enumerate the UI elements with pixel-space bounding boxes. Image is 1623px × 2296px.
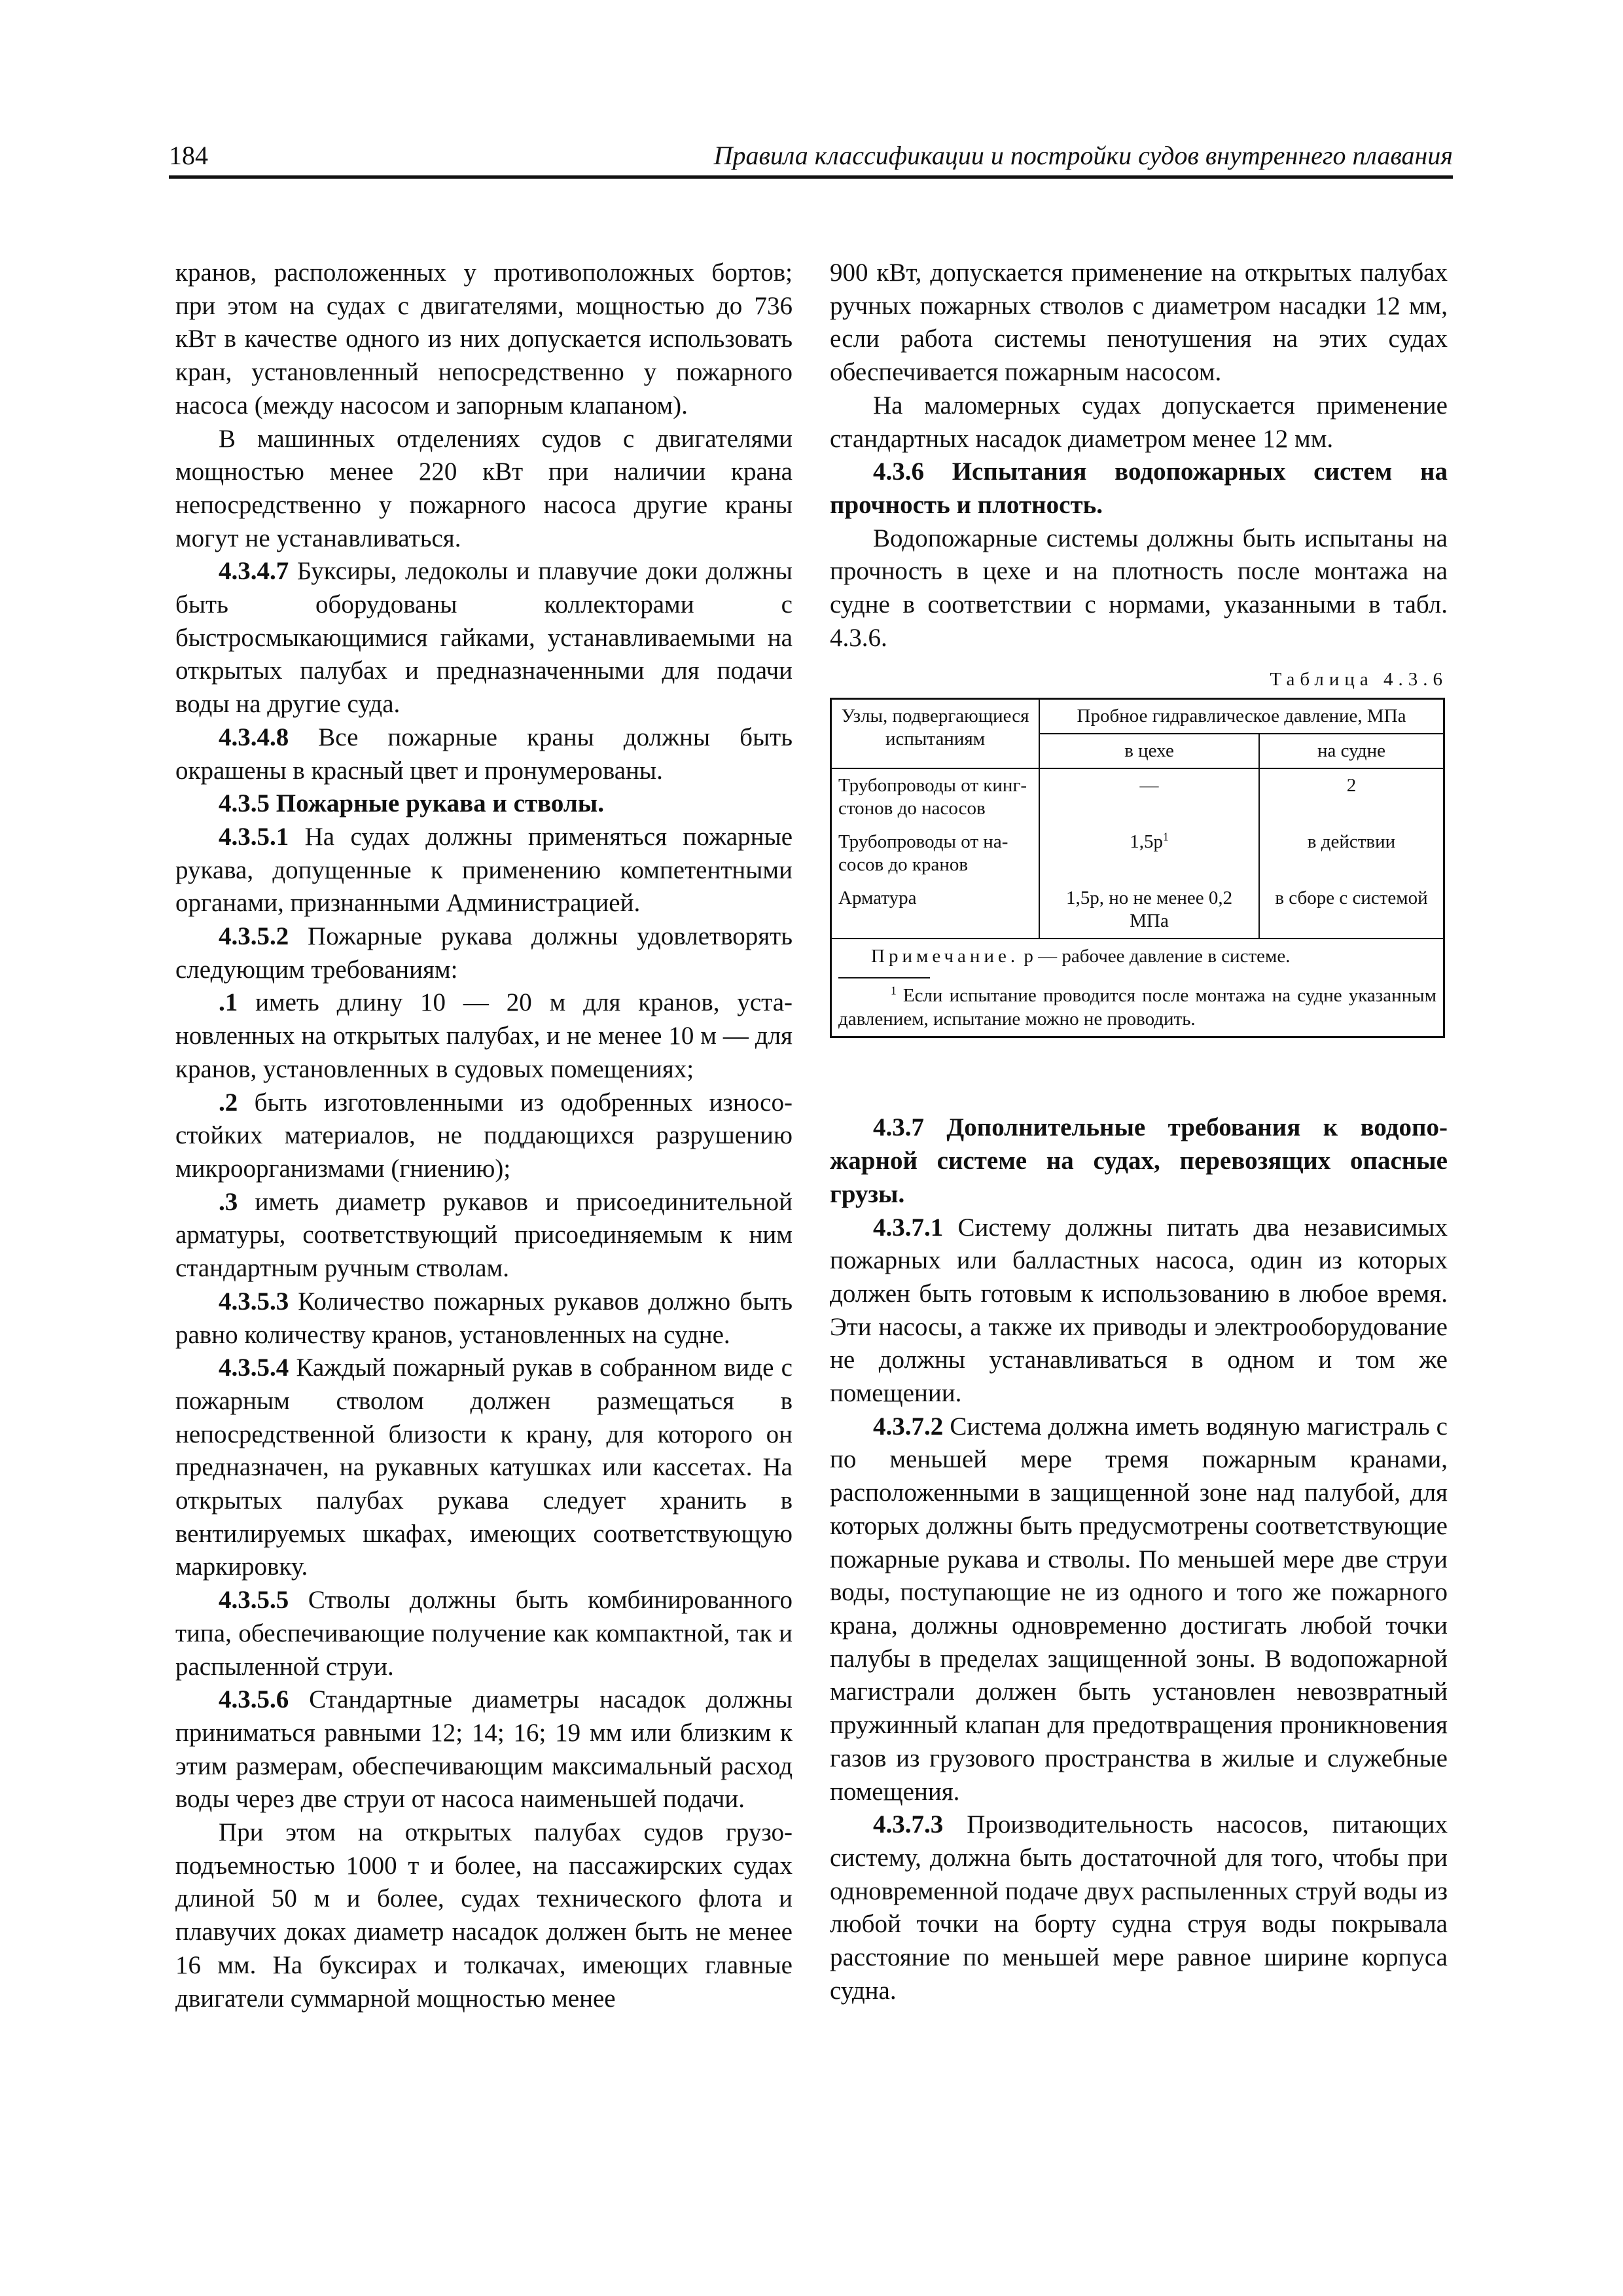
table-cell [1039,825,1259,882]
footnote-mark: 1 [891,984,897,997]
clause-text: Система должна иметь водяную магистраль с по меньшей мере тремя пожарным кранами, расположенными в защищенной зоне над палубой, для которых должны быть предусмотрены соответствующие пожарные рукава и стволы. По меньшей мере две струи воды, поступающие не из одного и того же пожарного крана, должны одновременно достигать любой точки палубы в пределах защищенной зоны. В водопожарной магистрали должен быть установлен невозвратный пружинный клапан для предотвращения проникновения газов из грузового пространства в жилые и служебные помещения. [830,1412,1448,1806]
page-header [169,140,1453,179]
list-text: иметь длину 10 — 20 м для кранов, установленных на открытых палубах, и не менее 10 м — для кранов, установленных в судовых помещениях; [175,988,793,1083]
clause-4-3-5-4 [175,1352,793,1584]
list-text: иметь диаметр рукавов и присоединительной арматуры, соответствующий присоединяемым к ним стандартным ручным стволам. [175,1187,793,1283]
clause-number: 4.3.5.4 [219,1354,289,1382]
clause-4-3-5-1 [175,821,793,920]
table-row [831,825,1444,882]
table-cell: Арматура [831,882,1040,939]
clause-number: 4.3.7.1 [873,1213,944,1242]
paragraph: кранов, расположенных у противоположных бортов; при этом на судах с двигателями, мощностью до 736 кВт в качестве одного из них допускается использовать кран, установленный непосредственно у пожарного насоса (между насосом и запорным клапаном). [175,259,793,420]
table-row [831,768,1444,825]
clause-number: 4.3.5.5 [219,1586,289,1615]
clause-text: Систему должны питать два независимых пожарных или балластных насоса, один из которых должен быть готовым к использованию в любое время. Эти насосы, а также их приводы и электрооборудование не должны устанавливаться в одном и том же помещении. [830,1213,1448,1408]
clause-text: Производительность насосов, питающих систему, должна быть достаточной для того, чтобы при одновременной подаче двух распыленных струй воды из любой точки на борту судна струя воды покрывала расстояние по меньшей мере равное ширине корпуса судна. [830,1810,1448,2005]
list-item [175,986,793,1086]
clause-number: 4.3.4.7 [219,557,289,586]
list-number: .1 [219,988,238,1017]
section-heading-4-3-5: 4.3.5 Пожарные рукава и стволы. [219,789,604,818]
paragraph: В машинных отделениях судов с двигателями мощностью менее 220 кВт при наличии крана непосредственно у пожарного насоса другие краны могут не устанавливаться. [175,424,793,552]
clause-4-3-5-5 [175,1584,793,1683]
table-cell: Трубопроводы от кингстонов до насосов [831,768,1040,825]
table-note [831,939,1444,1037]
clause-text: Количество пожарных рукавов должно быть равно количеству кранов, установленных на судне. [175,1287,793,1349]
page-number: 184 [169,141,208,170]
clause-text: Стандартные диаметры насадок должны приниматься равными 12; 14; 16; 19 мм или близким к этим размерам, обеспечивающим максимальный расход воды через две струи от насоса наименьшей подачи. [175,1685,793,1814]
note-line [838,944,1436,968]
clause-4-3-5-2 [175,920,793,986]
running-title: Правила классификации и постройки судов внутреннего плавания [713,141,1453,170]
clause-4-3-7-1 [830,1211,1448,1410]
paragraph: 900 кВт, допускается применение на открытых палубах ручных пожарных стволов с диаметром насадки 12 мм, если работа системы пенотушения на этих судах обеспечивается пожарным насосом. [830,259,1448,387]
clause-4-3-4-8 [175,721,793,787]
table-subheader-shop: в цехе [1039,734,1259,768]
list-item [175,1086,793,1186]
left-column [175,257,793,2015]
list-text: быть изготовленными из одобренных износостойких материалов, не поддающихся разрушению микроорганизмами (гниению); [175,1088,793,1183]
table-row [831,882,1444,939]
table-cell: в действии [1259,825,1444,882]
list-item [175,1186,793,1285]
clause-text: Все пожарные краны должны быть окрашены в красный цвет и пронумерованы. [175,723,793,785]
section-heading-4-3-7: 4.3.7 Дополнительные требования к водопожарной системе на судах, перевозящих опасные грузы. [830,1113,1448,1208]
clause-number: 4.3.5.2 [219,922,289,951]
table-cell: Трубопроводы от насосов до кранов [831,825,1040,882]
table-cell: 1,5p, но не менее 0,2 МПа [1039,882,1259,939]
clause-4-3-5-3 [175,1285,793,1352]
footnote-ref: 1 [1163,830,1169,844]
paragraph: Водопожарные системы должны быть испытаны на прочность в цехе и на плотность после монтажа на судне в соответствии с нормами, указанными в табл. 4.3.6. [830,524,1448,652]
clause-number: 4.3.5.1 [219,822,289,851]
paragraph: На маломерных судах допускается применение стандартных насадок диаметром менее 12 мм. [830,391,1448,453]
table-header-row [831,699,1444,734]
section-heading-4-3-6: 4.3.6 Испытания водопожарных систем на прочность и плотность. [830,457,1448,519]
clause-text: На судах должны применяться пожарные рукава, допущенные к применению компетентными органами, признанными Администрацией. [175,822,793,918]
right-column [830,257,1448,2007]
clause-4-3-7-2 [830,1410,1448,1808]
table-header-pressure: Пробное гидравлическое давление, МПа [1039,699,1444,734]
clause-text: Стволы должны быть комбинированного типа, обеспечивающие получение как компактной, так и распыленной струи. [175,1586,793,1681]
paragraph: При этом на открытых палубах судов грузоподъемностью 1000 т и более, на пассажирских судах длиной 50 м и более, судах технического флота и плавучих доках диаметр насадок должен быть не менее 16 мм. На буксирах и толкачах, имеющих главные двигатели суммарной мощностью менее [175,1818,793,2013]
header-rule [169,175,1453,179]
footnote-text: Если испытание проводится после монтажа на судне указанным давлением, испытание можно не проводить. [838,985,1436,1030]
table-cell: в сборе с системой [1259,882,1444,939]
clause-text: Каждый пожарный рукав в собранном виде с пожарным стволом должен размещаться в непосредственной близости к крану, для которого он предназначен, на рукавных катушках или кассетах. На открытых палубах рукава следует хранить в вентилируемых шкафах, имеющих соответствующую маркировку. [175,1354,793,1581]
table-subheader-ship: на судне [1259,734,1444,768]
note-text: p — рабочее давление в системе. [1019,946,1291,967]
clause-number: 4.3.5.3 [219,1287,289,1316]
footnote [838,984,1436,1031]
table-header-items: Узлы, подвергающиеся испытаниям [831,699,1040,769]
clause-4-3-5-6 [175,1683,793,1816]
clause-number: 4.3.4.8 [219,723,289,751]
footnote-rule [838,977,930,978]
spacer [830,1038,1448,1111]
list-number: .2 [219,1088,238,1117]
clause-4-3-4-7 [175,555,793,721]
clause-4-3-7-3 [830,1808,1448,2007]
list-number: .3 [219,1187,238,1216]
clause-number: 4.3.5.6 [219,1685,289,1714]
clause-number: 4.3.7.3 [873,1810,944,1839]
clause-text: Буксиры, ледоколы и плавучие доки должны быть оборудованы коллекторами с быстросмыкающимися гайками, устанавливаемыми на открытых палубах и предназначенными для подачи воды на другие суда. [175,557,793,719]
pressure-value: 1,5p [1130,831,1164,853]
clause-number: 4.3.7.2 [873,1412,944,1441]
table-note-row [831,939,1444,1037]
table-caption: Таблица 4.3.6 [1270,669,1448,691]
table-cell: 2 [1259,768,1444,825]
note-label: Примечание. [871,946,1020,967]
table-cell: — [1039,768,1259,825]
test-pressure-table [830,698,1445,1038]
clause-text: Пожарные рукава должны удовлетворять следующим требованиям: [175,922,793,984]
